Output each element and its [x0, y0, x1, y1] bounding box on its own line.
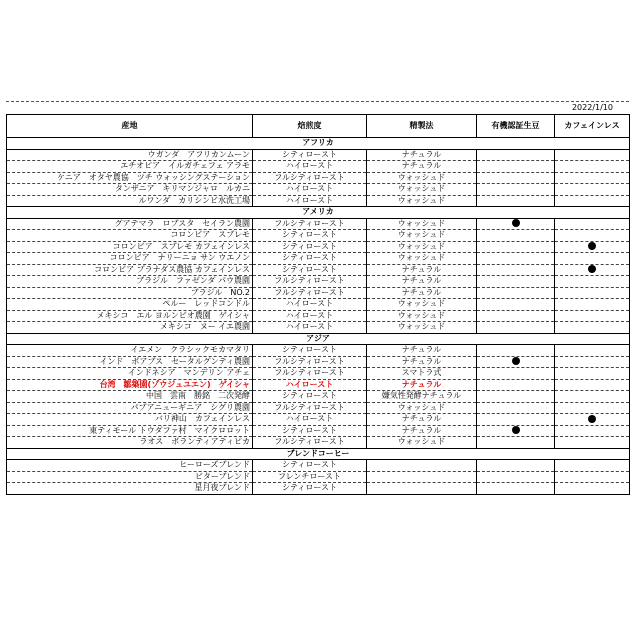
organic-cell	[477, 391, 555, 403]
origin-cell: インド ポアブス セータルグンティ農園	[7, 356, 253, 368]
region-label: アジア	[7, 333, 630, 345]
decaf-cell	[555, 230, 630, 242]
decaf-cell	[555, 264, 630, 276]
organic-mark-icon	[512, 426, 520, 434]
roast-cell: シティロースト	[253, 230, 367, 242]
decaf-cell	[555, 345, 630, 357]
sheet-date: 2022/1/10	[571, 103, 613, 112]
table-row	[7, 299, 630, 311]
organic-cell	[477, 414, 555, 426]
origin-cell: タンザニア キリマンジャロ ルカニ	[7, 184, 253, 196]
origin-cell: コロンビア スプレモ	[7, 230, 253, 242]
roast-cell: フルシティロースト	[253, 218, 367, 230]
decaf-cell	[555, 195, 630, 207]
roast-cell: フレンチロースト	[253, 471, 367, 483]
decaf-cell	[555, 161, 630, 173]
process-cell: ナチュラル	[367, 264, 477, 276]
origin-cell: 中国 雲南 勝銘 二次発酵	[7, 391, 253, 403]
decaf-cell	[555, 471, 630, 483]
roast-cell: ハイロースト	[253, 322, 367, 334]
process-cell: ナチュラル	[367, 287, 477, 299]
roast-cell: ハイロースト	[253, 310, 367, 322]
organic-cell	[477, 483, 555, 495]
decaf-cell	[555, 241, 630, 253]
organic-cell	[477, 218, 555, 230]
table-row	[7, 368, 630, 380]
roast-cell: シティロースト	[253, 460, 367, 472]
organic-cell	[477, 241, 555, 253]
decaf-cell	[555, 172, 630, 184]
process-cell: ウォッシュド	[367, 195, 477, 207]
decaf-cell	[555, 483, 630, 495]
process-cell	[367, 483, 477, 495]
table-row	[7, 460, 630, 472]
decaf-cell	[555, 184, 630, 196]
organic-cell	[477, 368, 555, 380]
origin-cell: バリ神山 カフェインレス	[7, 414, 253, 426]
region-label: アフリカ	[7, 138, 630, 150]
organic-cell	[477, 287, 555, 299]
roast-cell: ハイロースト	[253, 184, 367, 196]
roast-cell: フルシティロースト	[253, 402, 367, 414]
decaf-cell	[555, 425, 630, 437]
origin-cell: ブラジル NO.2	[7, 287, 253, 299]
decaf-cell	[555, 402, 630, 414]
origin-cell: メキシコ エル ヨルンビオ農園 ゲイシャ	[7, 310, 253, 322]
table-row	[7, 195, 630, 207]
origin-cell: パプアニューギニア シグリ農園	[7, 402, 253, 414]
organic-cell	[477, 310, 555, 322]
table-row	[7, 414, 630, 426]
table-row	[7, 230, 630, 242]
table-row	[7, 437, 630, 449]
table-row	[7, 161, 630, 173]
organic-cell	[477, 172, 555, 184]
process-cell: ウォッシュド	[367, 437, 477, 449]
table-row	[7, 402, 630, 414]
roast-cell: ハイロースト	[253, 195, 367, 207]
organic-cell	[477, 149, 555, 161]
decaf-mark-icon	[588, 415, 596, 423]
origin-cell: コロンビア スプレモ カフェインレス	[7, 241, 253, 253]
header-roast: 焙煎度	[253, 115, 367, 138]
organic-cell	[477, 253, 555, 265]
origin-cell: ルワンダ カリシンビ水洗工場	[7, 195, 253, 207]
table-body	[7, 138, 630, 495]
table-row	[7, 172, 630, 184]
organic-cell	[477, 299, 555, 311]
table-row	[7, 218, 630, 230]
organic-cell	[477, 460, 555, 472]
table-row	[7, 356, 630, 368]
process-cell: ナチュラル	[367, 345, 477, 357]
roast-cell: シティロースト	[253, 345, 367, 357]
process-cell: ウォッシュド	[367, 218, 477, 230]
header-organic: 有機認証生豆	[477, 115, 555, 138]
organic-cell	[477, 184, 555, 196]
process-cell: ウォッシュド	[367, 402, 477, 414]
process-cell: ウォッシュド	[367, 253, 477, 265]
process-cell: ウォッシュド	[367, 184, 477, 196]
table-row	[7, 471, 630, 483]
decaf-cell	[555, 287, 630, 299]
process-cell: ウォッシュド	[367, 299, 477, 311]
table-row	[7, 425, 630, 437]
origin-cell: ブラジル ファゼンダ パウ農園	[7, 276, 253, 288]
process-cell: ナチュラル	[367, 379, 477, 391]
origin-cell: ビターブレンド	[7, 471, 253, 483]
roast-cell: フルシティロースト	[253, 356, 367, 368]
origin-cell: 東ティモール トウダファ村 マイクロロット	[7, 425, 253, 437]
roast-cell: ハイロースト	[253, 161, 367, 173]
organic-cell	[477, 345, 555, 357]
process-cell: ウォッシュド	[367, 230, 477, 242]
roast-cell: シティロースト	[253, 391, 367, 403]
decaf-cell	[555, 310, 630, 322]
region-row	[7, 448, 630, 460]
table-row	[7, 483, 630, 495]
organic-mark-icon	[512, 357, 520, 365]
coffee-price-sheet	[6, 101, 629, 495]
process-cell: ナチュラル	[367, 414, 477, 426]
roast-cell: フルシティロースト	[253, 287, 367, 299]
origin-cell: メキシコ ヌー イエ農園	[7, 322, 253, 334]
process-cell	[367, 460, 477, 472]
origin-cell: ラオス ボランティアティピカ	[7, 437, 253, 449]
decaf-mark-icon	[588, 265, 596, 273]
decaf-cell	[555, 253, 630, 265]
origin-cell: グアテマラ ロブスタ セイラン農園	[7, 218, 253, 230]
roast-cell: フルシティロースト	[253, 172, 367, 184]
decaf-cell	[555, 379, 630, 391]
coffee-table	[6, 114, 630, 495]
process-cell: 嫌気性発酵ナチュラル	[367, 391, 477, 403]
process-cell: ナチュラル	[367, 149, 477, 161]
roast-cell: フルシティロースト	[253, 437, 367, 449]
header-row	[7, 115, 630, 138]
table-row	[7, 322, 630, 334]
decaf-cell	[555, 356, 630, 368]
region-row	[7, 207, 630, 219]
roast-cell: フルシティロースト	[253, 368, 367, 380]
roast-cell: ハイロースト	[253, 414, 367, 426]
decaf-cell	[555, 218, 630, 230]
process-cell: ナチュラル	[367, 356, 477, 368]
table-row	[7, 345, 630, 357]
organic-cell	[477, 471, 555, 483]
organic-cell	[477, 276, 555, 288]
process-cell: ウォッシュド	[367, 172, 477, 184]
process-cell: ウォッシュド	[367, 322, 477, 334]
decaf-cell	[555, 368, 630, 380]
table-row	[7, 264, 630, 276]
organic-cell	[477, 322, 555, 334]
process-cell: ナチュラル	[367, 161, 477, 173]
table-row	[7, 310, 630, 322]
roast-cell: シティロースト	[253, 253, 367, 265]
decaf-cell	[555, 149, 630, 161]
header-decaf: カフェインレス	[555, 115, 630, 138]
table-row	[7, 287, 630, 299]
roast-cell: シティロースト	[253, 483, 367, 495]
origin-cell: インドネシア マンデリン アチェ	[7, 368, 253, 380]
date-line	[6, 101, 629, 114]
organic-cell	[477, 356, 555, 368]
process-cell: ウォッシュド	[367, 310, 477, 322]
region-row	[7, 138, 630, 150]
process-cell: ナチュラル	[367, 276, 477, 288]
table-row	[7, 149, 630, 161]
organic-cell	[477, 437, 555, 449]
region-label: ブレンドコーヒー	[7, 448, 630, 460]
table-row	[7, 184, 630, 196]
table-row	[7, 253, 630, 265]
roast-cell: シティロースト	[253, 425, 367, 437]
decaf-cell	[555, 460, 630, 472]
organic-cell	[477, 161, 555, 173]
roast-cell: シティロースト	[253, 241, 367, 253]
roast-cell: シティロースト	[253, 264, 367, 276]
origin-cell: ケニア オタヤ農協 ツチ ウォッシングステーション	[7, 172, 253, 184]
table-row	[7, 276, 630, 288]
process-cell: ウォッシュド	[367, 241, 477, 253]
origin-cell: 星月夜ブレンド	[7, 483, 253, 495]
process-cell: ナチュラル	[367, 425, 477, 437]
organic-cell	[477, 425, 555, 437]
origin-cell: ヒーローズブレンド	[7, 460, 253, 472]
organic-cell	[477, 195, 555, 207]
organic-cell	[477, 379, 555, 391]
roast-cell: ハイロースト	[253, 379, 367, 391]
decaf-mark-icon	[588, 242, 596, 250]
organic-cell	[477, 264, 555, 276]
table-row	[7, 241, 630, 253]
origin-cell: ペルー レッドコンドル	[7, 299, 253, 311]
origin-cell: コロンビア ナリーニョ サン ウエノン	[7, 253, 253, 265]
origin-cell: 台湾 鄒築園(ゾウジュユエン) ゲイシャ	[7, 379, 253, 391]
organic-mark-icon	[512, 219, 520, 227]
region-row	[7, 333, 630, 345]
decaf-cell	[555, 391, 630, 403]
header-origin: 産地	[7, 115, 253, 138]
roast-cell: シティロースト	[253, 149, 367, 161]
decaf-cell	[555, 276, 630, 288]
table-row	[7, 391, 630, 403]
origin-cell: ウガンダ アフリカンムーン	[7, 149, 253, 161]
decaf-cell	[555, 437, 630, 449]
decaf-cell	[555, 299, 630, 311]
decaf-cell	[555, 414, 630, 426]
roast-cell: フルシティロースト	[253, 276, 367, 288]
table-row	[7, 379, 630, 391]
roast-cell: ハイロースト	[253, 299, 367, 311]
origin-cell: イエメン クラシックモカマタリ	[7, 345, 253, 357]
origin-cell: エチオピア イルガチェフェ アラモ	[7, 161, 253, 173]
region-label: アメリカ	[7, 207, 630, 219]
header-process: 精製法	[367, 115, 477, 138]
origin-cell: コロンビア プラナダス農協 カフェインレス	[7, 264, 253, 276]
decaf-cell	[555, 322, 630, 334]
organic-cell	[477, 402, 555, 414]
organic-cell	[477, 230, 555, 242]
process-cell	[367, 471, 477, 483]
process-cell: スマトラ式	[367, 368, 477, 380]
